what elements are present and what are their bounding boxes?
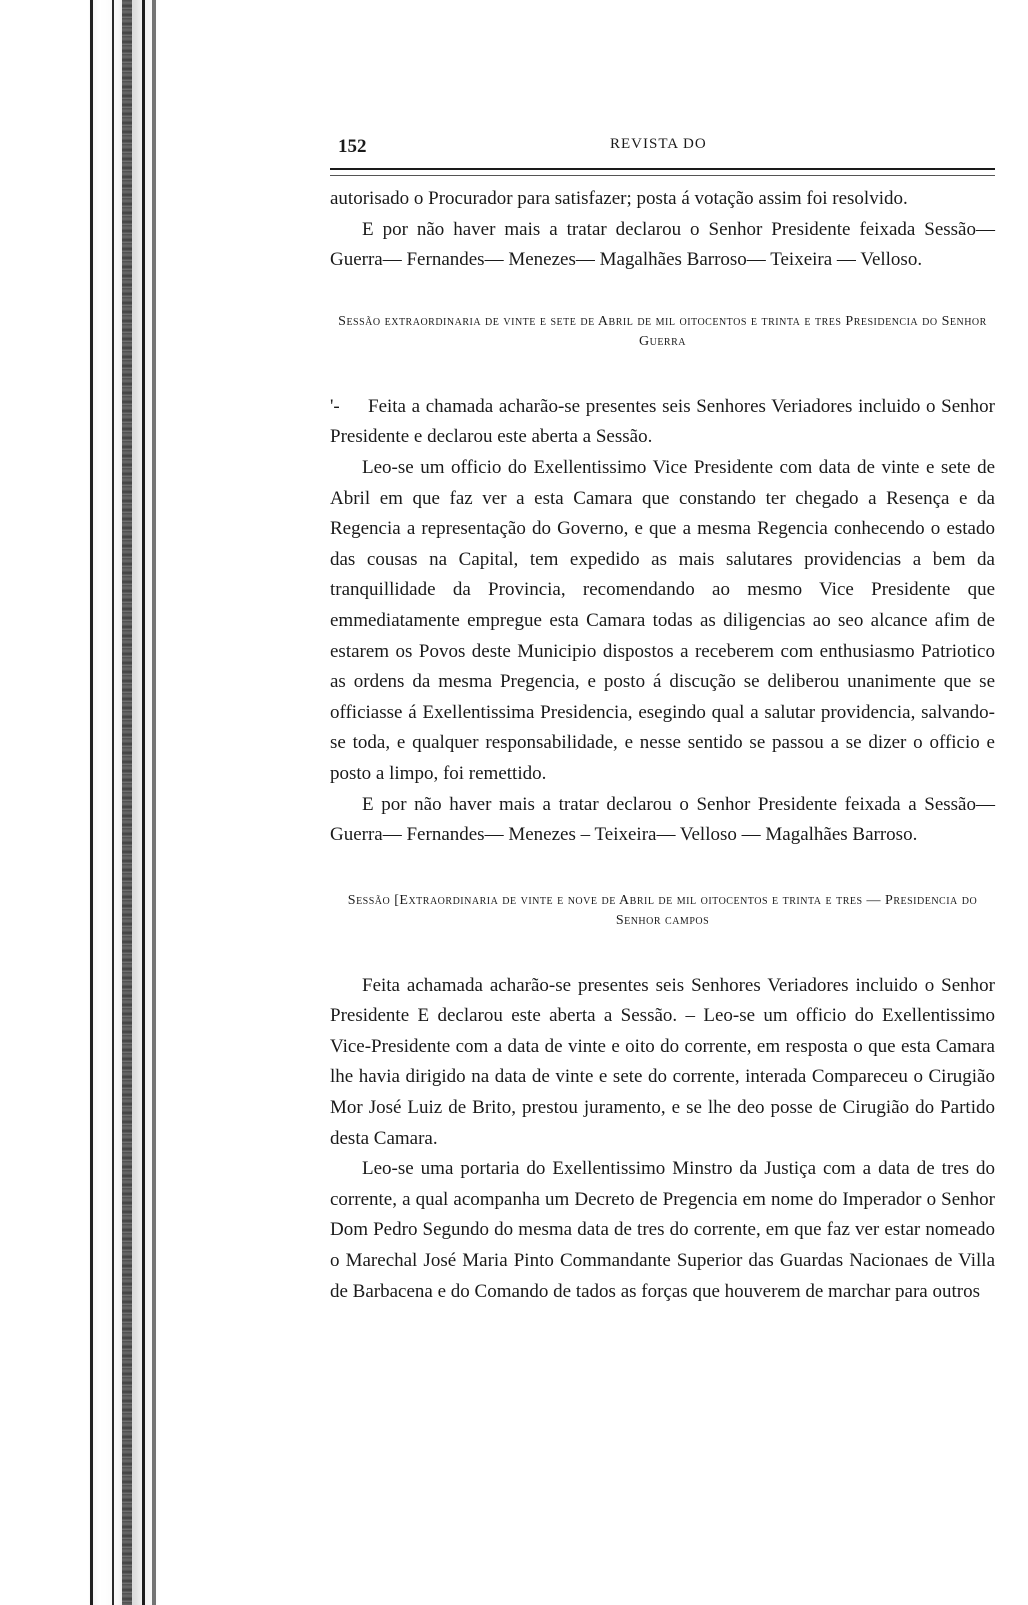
page-number: 152: [338, 136, 367, 157]
top-text-block: [330, 184, 995, 276]
section-1-body: [330, 392, 995, 851]
paragraph: E por não haver mais a tratar declarou o Senhor Presidente feixada Sessão— Guerra— Fernandes— Menezes— Magalhães Barroso— Teixeira — Velloso.: [330, 218, 995, 271]
book-gutter: [0, 0, 170, 1605]
section-2-body: [330, 971, 995, 1308]
spine-shadow: [112, 0, 114, 1605]
spine-shadow: [152, 0, 156, 1605]
paragraph: Feita achamada acharão-se presentes seis Senhores Veriadores incluido o Senhor Presidente E declarou este aberta a Sessão. – Leo-se um officio do Exellentissimo Vice-Presidente com a data de vinte e oito do corrente, em resposta o que esta Camara lhe havia dirigido na data de vinte e sete do corrente, interada Compareceu o Cirugião Mor José Luiz de Brito, prestou juramento, e se lhe deo posse de Cirugião do Partido desta Camara.: [330, 974, 995, 1149]
section-heading: Sessão [Extraordinaria de vinte e nove de Abril de mil oitocentos e trinta e tres — Presidencia do Senhor campos: [347, 892, 978, 928]
running-title: REVISTA DO: [610, 136, 707, 152]
running-head: [330, 120, 995, 160]
section-heading: Sessão extraordinaria de vinte e sete de Abril de mil oitocentos e trinta e tres Presidencia do Senhor Guerra: [338, 313, 987, 349]
paragraph: [330, 392, 995, 453]
spine-shadow: [142, 0, 145, 1605]
paragraph-text: Feita a chamada acharão-se presentes seis Senhores Veriadores incluido o Senhor Presidente e declarou este aberta a Sessão.: [330, 395, 995, 448]
stray-mark: '-: [330, 395, 340, 417]
paragraph: Leo-se uma portaria do Exellentissimo Minstro da Justiça com a data de tres do corrente, a qual acompanha um Decreto de Pregencia em nome do Imperador o Senhor Dom Pedro Segundo do mesma data de tres do corrente, em que faz ver estar nomeado o Marechal José Maria Pinto Commandante Superior das Guardas Nacionaes de Villa de Barbacena e do Comando de tados as forças que houverem de marchar para outros: [330, 1158, 995, 1302]
book-page: [330, 120, 995, 1307]
paragraph: E por não haver mais a tratar declarou o Senhor Presidente feixada a Sessão— Guerra— Fernandes— Menezes – Teixeira— Velloso — Magalhães Barroso.: [330, 793, 995, 846]
spine-binding: [122, 0, 132, 1605]
paragraph: autorisado o Procurador para satisfazer; posta á votação assim foi resolvido.: [330, 188, 908, 209]
header-rule: [330, 168, 995, 176]
paragraph: Leo-se um officio do Exellentissimo Vice Presidente com data de vinte e sete de Abril em que faz ver a esta Camara que constando ter chegado a Resença e da Regencia a representação do Governo, e que a mesma Regencia conhecendo o estado das cousas na Capital, tem expedido as mais salutares providencias a bem da tranquillidade da Provincia, recomendando ao mesmo Vice Presidente que emmediatamente empregue esta Camara todas as diligencias ao seo alcance afim de estarem os Povos deste Municipio dispostos a receberem com enthusiasmo Patriotico as ordens da mesma Pregencia, e posto á discução se deliberou unanimente que se officiasse á Exellentissima Presidencia, esegindo qual a salutar providencia, salvando-se toda, e qualquer responsabilidade, e nesse sentido se passou a se dizer o officio e posto a limpo, foi remettido.: [330, 456, 995, 784]
spine-shadow: [90, 0, 93, 1605]
